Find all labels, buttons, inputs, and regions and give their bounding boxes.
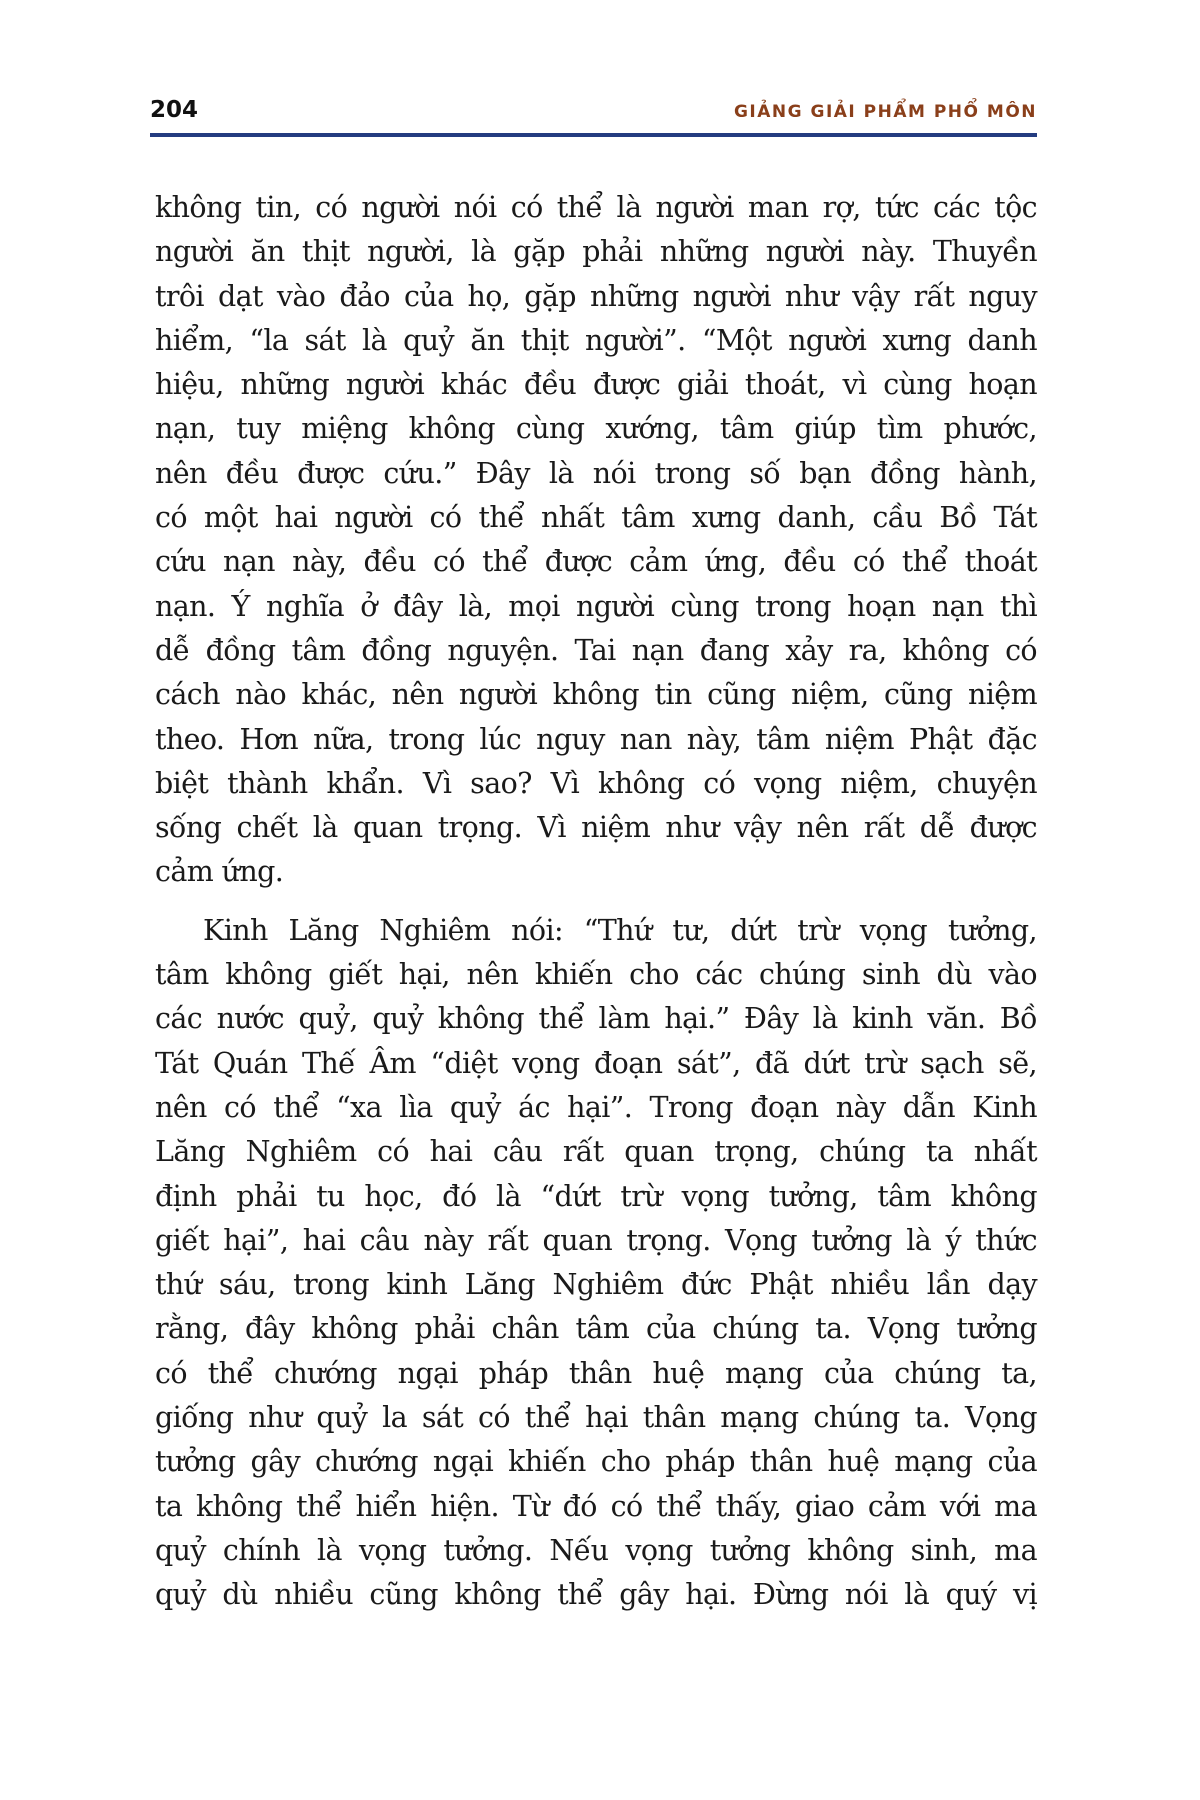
header-rule: [150, 133, 1037, 137]
text-line: có thể chướng ngại pháp thân huệ mạng của chúng ta,: [155, 1356, 1037, 1390]
text-line: cảm ứng.: [155, 855, 284, 889]
text-line: không tin, có người nói có thể là người man rợ, tức các tộc: [155, 191, 1037, 224]
running-title: GIẢNG GIẢI PHẨM PHỔ MÔN: [733, 102, 1037, 122]
text-line: biệt thành khẩn. Vì sao? Vì không có vọng niệm, chuyện: [155, 766, 1037, 800]
text-line: người ăn thịt người, là gặp phải những người này. Thuyền: [155, 235, 1037, 269]
text-line: dễ đồng tâm đồng nguyện. Tai nạn đang xảy ra, không có: [155, 633, 1037, 667]
text-line: theo. Hơn nữa, trong lúc nguy nan này, tâm niệm Phật đặc: [155, 722, 1037, 756]
text-line: tâm không giết hại, nên khiến cho các chúng sinh dù vào: [155, 958, 1037, 992]
text-line: nạn. Ý nghĩa ở đây là, mọi người cùng trong hoạn nạn thì: [155, 589, 1037, 623]
text-line: tưởng gây chướng ngại khiến cho pháp thân huệ mạng của: [155, 1445, 1037, 1479]
body-text: [155, 186, 1037, 1618]
paragraph-1: [155, 186, 1037, 895]
text-line: định phải tu học, đó là “dứt trừ vọng tưởng, tâm không: [155, 1179, 1037, 1213]
text-line: cách nào khác, nên người không tin cũng niệm, cũng niệm: [155, 678, 1037, 712]
text-line: nạn, tuy miệng không cùng xướng, tâm giúp tìm phước,: [155, 412, 1037, 446]
text-line: có một hai người có thể nhất tâm xưng danh, cầu Bồ Tát: [155, 501, 1037, 535]
page-header: [150, 92, 1037, 132]
text-line: Kinh Lăng Nghiêm nói: “Thứ tư, dứt trừ vọng tưởng,: [203, 913, 1037, 947]
text-line: sống chết là quan trọng. Vì niệm như vậy nên rất dễ được: [155, 811, 1037, 845]
text-line: cứu nạn này, đều có thể được cảm ứng, đều có thể thoát: [155, 545, 1037, 579]
text-line: ta không thể hiển hiện. Từ đó có thể thấy, giao cảm với ma: [155, 1489, 1037, 1523]
text-line: trôi dạt vào đảo của họ, gặp những người như vậy rất nguy: [155, 279, 1037, 313]
text-line: giống như quỷ la sát có thể hại thân mạng chúng ta. Vọng: [155, 1401, 1037, 1435]
text-line: Tát Quán Thế Âm “diệt vọng đoạn sát”, đã dứt trừ sạch sẽ,: [155, 1046, 1037, 1080]
text-line: nên đều được cứu.” Đây là nói trong số bạn đồng hành,: [155, 456, 1037, 490]
text-line: thứ sáu, trong kinh Lăng Nghiêm đức Phật nhiều lần dạy: [155, 1268, 1037, 1302]
text-line: các nước quỷ, quỷ không thể làm hại.” Đây là kinh văn. Bồ: [155, 1002, 1037, 1036]
text-line: quỷ dù nhiều cũng không thể gây hại. Đừng nói là quý vị: [155, 1578, 1037, 1612]
page-number: 204: [150, 97, 199, 123]
text-line: giết hại”, hai câu này rất quan trọng. Vọng tưởng là ý thức: [155, 1223, 1037, 1257]
text-line: Lăng Nghiêm có hai câu rất quan trọng, chúng ta nhất: [155, 1135, 1037, 1169]
text-line: nên có thể “xa lìa quỷ ác hại”. Trong đoạn này dẫn Kinh: [155, 1090, 1037, 1124]
text-line: quỷ chính là vọng tưởng. Nếu vọng tưởng không sinh, ma: [155, 1533, 1037, 1567]
text-line: rằng, đây không phải chân tâm của chúng ta. Vọng tưởng: [155, 1312, 1037, 1346]
paragraph-2: [155, 909, 1037, 1618]
text-line: hiểm, “la sát là quỷ ăn thịt người”. “Một người xưng danh: [155, 323, 1037, 357]
text-line: hiệu, những người khác đều được giải thoát, vì cùng hoạn: [155, 368, 1037, 402]
